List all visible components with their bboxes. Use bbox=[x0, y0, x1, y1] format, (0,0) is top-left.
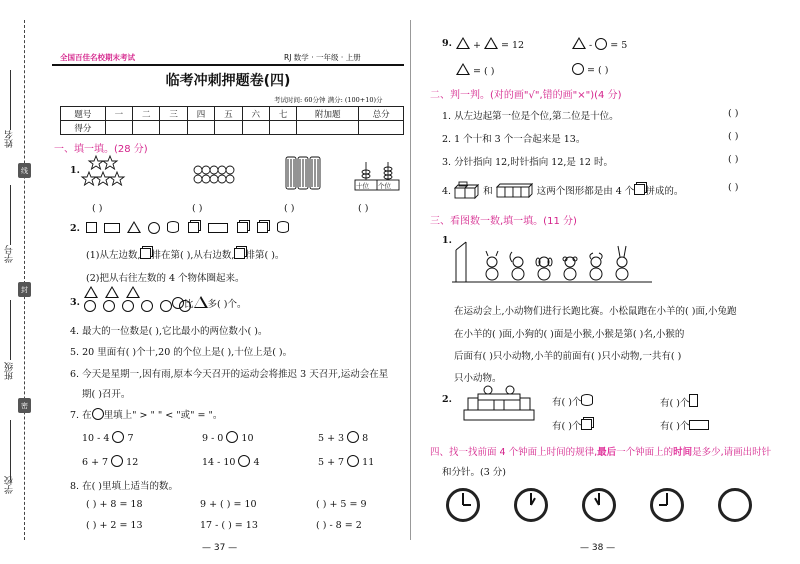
school-tag: 全国百佳名校期末考试 bbox=[60, 53, 135, 62]
binding-knot-3: 密 bbox=[18, 398, 31, 413]
q5: 5. 20 里面有( )个十,20 的个位上是( ),十位上是( )。 bbox=[70, 347, 293, 358]
p1-text-line-2: 在小羊的( )面,小狗的( )面是小猴,小猴是第( )名,小猴的 bbox=[454, 329, 685, 340]
cube-icon bbox=[140, 248, 151, 259]
q2-part-1-text-a: (1)从左边数, bbox=[86, 250, 141, 261]
score-table-header-row bbox=[61, 107, 404, 121]
triangle-icon bbox=[84, 286, 98, 298]
clock-face-4 bbox=[650, 488, 684, 522]
score-input-cell[interactable] bbox=[215, 121, 242, 135]
q1-number: 1. bbox=[70, 165, 80, 176]
compare-circle[interactable] bbox=[226, 431, 238, 443]
q8-prompt: 8. 在( )里填上适当的数。 bbox=[70, 481, 179, 492]
compare-circle[interactable] bbox=[112, 431, 124, 443]
animal-icon bbox=[536, 257, 552, 280]
triangle-icon bbox=[484, 37, 498, 49]
judge-3: 3. 分针指向 12,时针指向 12,是 12 时。 bbox=[442, 157, 613, 168]
section-4-heading-b: 一个钟面上的 bbox=[616, 447, 674, 458]
circle-icon bbox=[148, 222, 160, 234]
q9-answer-b[interactable] bbox=[572, 63, 608, 76]
binding-dashed-line bbox=[24, 20, 25, 540]
compare-circle[interactable] bbox=[347, 455, 359, 467]
row-cubes-icon bbox=[496, 182, 534, 200]
q3-question-text-b: 多( )个。 bbox=[207, 299, 247, 310]
q1-beads-icon bbox=[192, 164, 242, 186]
score-input-cell[interactable] bbox=[297, 121, 359, 135]
judge-3-answer[interactable]: ( ) bbox=[728, 154, 739, 165]
right-page bbox=[420, 0, 792, 564]
hour-hand bbox=[463, 504, 471, 506]
p2-count-2[interactable]: 有( )个 bbox=[660, 394, 698, 409]
section-4-heading-a: 四、找一找前面 4 个钟面上时间的规律, bbox=[430, 447, 598, 458]
score-input-cell[interactable] bbox=[133, 121, 160, 135]
q9-answer-a[interactable] bbox=[456, 63, 494, 77]
class-label: 班级 bbox=[5, 362, 15, 380]
q1-answer-2[interactable]: ( ) bbox=[192, 203, 203, 214]
section-3-heading: 三、看图数一数,填一填。(11 分) bbox=[430, 216, 577, 227]
section-2-heading: 二、判一判。(对的画"√",错的画"×")(4 分) bbox=[430, 90, 622, 101]
circle-icon bbox=[103, 300, 115, 312]
p1-text-line-4: 只小动物。 bbox=[454, 373, 502, 384]
score-header-cell: 二 bbox=[133, 107, 160, 121]
clock-face-3 bbox=[582, 488, 616, 522]
score-header-cell: 附加题 bbox=[297, 107, 359, 121]
q2-part-1-text-b: 排在第( ),从右边数, bbox=[151, 250, 235, 261]
compare-circle[interactable] bbox=[238, 455, 250, 467]
q3-triangles bbox=[84, 286, 140, 300]
hour-hand bbox=[659, 504, 667, 506]
cube-icon bbox=[188, 222, 199, 233]
p1-number: 1. bbox=[442, 235, 452, 246]
cylinder-icon bbox=[167, 221, 179, 233]
score-header-cell: 七 bbox=[269, 107, 296, 121]
circle-icon bbox=[141, 300, 153, 312]
q9-equation-a: + = 12 bbox=[456, 37, 524, 51]
q9-equation-b: - = 5 bbox=[572, 37, 627, 51]
section-4-heading bbox=[430, 444, 771, 458]
q7-item: 6 + 7 12 bbox=[82, 457, 139, 468]
q1-tens-label: 十位 bbox=[356, 182, 369, 190]
section-1-heading: 一、填一填。(28 分) bbox=[54, 144, 148, 155]
compare-circle[interactable] bbox=[347, 431, 359, 443]
judge-2-answer[interactable]: ( ) bbox=[728, 131, 739, 142]
clock-face-2 bbox=[514, 488, 548, 522]
circle-icon bbox=[84, 300, 96, 312]
page-divider bbox=[410, 20, 411, 540]
score-header-cell: 总分 bbox=[359, 107, 404, 121]
q4: 4. 最大的一位数是( ),它比最小的两位数小( )。 bbox=[70, 326, 268, 337]
cylinder-icon bbox=[277, 221, 289, 233]
triangle-icon bbox=[126, 286, 140, 298]
section-4-highlight-2: 时间 bbox=[673, 447, 693, 458]
exam-info: 考试时间: 60分钟 满分: (100+10)分 bbox=[274, 96, 383, 104]
judge-4-text-d: 拼成的。 bbox=[645, 186, 684, 197]
q7-item: 5 + 3 8 bbox=[318, 433, 369, 444]
judge-1: 1. 从左边起第一位是个位,第二位是十位。 bbox=[442, 111, 619, 122]
q3-number: 3. bbox=[70, 297, 80, 308]
score-input-cell[interactable] bbox=[242, 121, 269, 135]
subject-tag: RJ 数学 · 一年级 · 上册 bbox=[284, 53, 361, 62]
q2-part-1-text-c: 排第( )。 bbox=[245, 250, 285, 261]
q3-question-text-a: 比 bbox=[184, 299, 194, 310]
score-input-cell[interactable] bbox=[187, 121, 214, 135]
p1-text-line-1: 在运动会上,小动物们进行长跑比赛。小松鼠跑在小羊的( )面,小兔跑 bbox=[454, 306, 737, 317]
square-icon bbox=[86, 222, 97, 233]
student-id-label: 学号 bbox=[5, 245, 15, 263]
student-id-blank[interactable] bbox=[10, 185, 11, 245]
circle-icon bbox=[595, 38, 607, 50]
score-header-cell: 一 bbox=[105, 107, 132, 121]
judge-4-text-b: 和 bbox=[483, 186, 493, 197]
q1-answer-4[interactable]: ( ) bbox=[358, 203, 369, 214]
cylinder-icon bbox=[581, 394, 593, 406]
q7-prompt bbox=[70, 407, 222, 421]
q7-prompt-a: 7. 在 bbox=[70, 410, 92, 421]
school-blank[interactable] bbox=[10, 420, 11, 480]
score-input-cell[interactable] bbox=[269, 121, 296, 135]
triangle-icon bbox=[456, 63, 470, 75]
clock-face-1 bbox=[446, 488, 480, 522]
q9-equation-a-text: = 12 bbox=[501, 40, 525, 51]
cube-icon bbox=[237, 222, 248, 233]
compare-circle[interactable] bbox=[111, 455, 123, 467]
circle-icon bbox=[122, 300, 134, 312]
animal-icon bbox=[563, 257, 577, 280]
triangle-icon bbox=[105, 286, 119, 298]
class-blank[interactable] bbox=[10, 300, 11, 360]
p2-count-1[interactable]: 有( )个 bbox=[552, 394, 593, 408]
score-table-score-row bbox=[61, 121, 404, 135]
cuboid-icon bbox=[208, 223, 228, 233]
q7-item: 10 - 4 7 bbox=[82, 433, 134, 444]
section-4-heading-c: 是多少,请画出时针 bbox=[692, 447, 772, 458]
q1-ones-label: 个位 bbox=[378, 182, 391, 190]
page-number-left: — 37 — bbox=[202, 543, 238, 553]
triangle-icon bbox=[127, 221, 141, 233]
name-label: 姓名 bbox=[5, 130, 15, 148]
judge-2: 2. 1 个十和 3 个一合起来是 13。 bbox=[442, 134, 586, 145]
q8-item[interactable]: 17 - ( ) = 13 bbox=[200, 520, 258, 531]
q8-item[interactable]: 9 + ( ) = 10 bbox=[200, 499, 257, 510]
cube-icon bbox=[257, 222, 268, 233]
header-rule bbox=[52, 64, 404, 66]
score-header-cell: 四 bbox=[187, 107, 214, 121]
q8-item[interactable]: ( ) + 5 = 9 bbox=[316, 499, 367, 510]
triangle-icon bbox=[572, 37, 586, 49]
clock-face-answer[interactable] bbox=[718, 488, 752, 522]
score-input-cell[interactable] bbox=[160, 121, 187, 135]
score-label-cell: 得分 bbox=[61, 121, 106, 135]
cube-icon bbox=[581, 419, 592, 430]
circle-icon bbox=[172, 297, 184, 309]
judge-4-text-c: 这两个图形都是由 4 个 bbox=[536, 186, 635, 197]
q6-line-1: 6. 今天是星期一,因有雨,原本今天召开的运动会将推迟 3 天召开,运动会在星 bbox=[70, 369, 389, 380]
judge-4-text-a: 4. bbox=[442, 186, 452, 197]
q7-item: 9 - 0 10 bbox=[202, 433, 254, 444]
page-number-right: — 38 — bbox=[580, 543, 616, 553]
binding-knot-2: 封 bbox=[18, 282, 31, 297]
rectangle-icon bbox=[104, 223, 120, 233]
triangle-icon bbox=[194, 296, 208, 308]
q9-number: 9. bbox=[442, 38, 452, 49]
q7-prompt-b: 里填上" > " " < "或" = "。 bbox=[103, 410, 223, 421]
p2-count-4[interactable]: 有( )个 bbox=[660, 418, 709, 432]
q9-answer-a-text: = ( ) bbox=[473, 66, 495, 77]
q2-shapes-row bbox=[86, 221, 289, 235]
block-tower-illustration bbox=[462, 384, 536, 424]
circle-icon bbox=[160, 300, 172, 312]
binding-knot-1: 线 bbox=[18, 163, 31, 178]
animal-icon bbox=[616, 246, 628, 280]
cube-icon bbox=[634, 184, 645, 195]
score-header-cell: 三 bbox=[160, 107, 187, 121]
section-4-heading-line-2: 和分针。(3 分) bbox=[442, 467, 506, 478]
q1-stars-icon bbox=[84, 154, 134, 190]
score-input-cell[interactable] bbox=[105, 121, 132, 135]
q8-item[interactable]: ( ) - 8 = 2 bbox=[316, 520, 362, 531]
q7-item: 5 + 7 11 bbox=[318, 457, 375, 468]
q3-question bbox=[172, 296, 246, 310]
triangle-icon bbox=[456, 37, 470, 49]
q1-sticks-icon bbox=[284, 155, 324, 191]
animal-icon bbox=[510, 252, 524, 280]
cuboid-icon bbox=[689, 420, 709, 430]
p2-number: 2. bbox=[442, 394, 452, 405]
score-header-cell: 六 bbox=[242, 107, 269, 121]
judge-4 bbox=[442, 182, 683, 200]
animal-icon bbox=[486, 251, 498, 280]
score-input-cell[interactable] bbox=[359, 121, 404, 135]
animal-icon bbox=[590, 253, 602, 280]
page-title: 临考冲刺押题卷(四) bbox=[165, 73, 291, 89]
q7-item: 14 - 10 4 bbox=[202, 457, 260, 468]
animal-race-illustration bbox=[452, 232, 662, 284]
p2-count-3[interactable]: 有( )个 bbox=[552, 418, 592, 432]
q8-item[interactable]: ( ) + 2 = 13 bbox=[86, 520, 143, 531]
score-header-cell: 五 bbox=[215, 107, 242, 121]
binding-strip bbox=[0, 0, 46, 564]
q1-answer-3[interactable]: ( ) bbox=[284, 203, 295, 214]
name-blank[interactable] bbox=[10, 70, 11, 130]
q8-item[interactable]: ( ) + 8 = 18 bbox=[86, 499, 143, 510]
q1-answer-1[interactable]: ( ) bbox=[92, 203, 103, 214]
q2-number: 2. bbox=[70, 223, 80, 234]
q6-line-2: 期( )召开。 bbox=[82, 389, 131, 400]
score-table bbox=[60, 106, 404, 135]
circle-icon bbox=[572, 63, 584, 75]
judge-4-answer[interactable]: ( ) bbox=[728, 182, 739, 193]
left-page bbox=[52, 0, 404, 564]
judge-1-answer[interactable]: ( ) bbox=[728, 108, 739, 119]
p1-text-line-3: 后面有( )只小动物,小羊的前面有( )只小动物,一共有( ) bbox=[454, 351, 682, 362]
cube-icon bbox=[234, 248, 245, 259]
stacked-cubes-icon bbox=[454, 182, 480, 200]
q9-answer-b-text: = ( ) bbox=[587, 65, 609, 76]
section-4-highlight-1: 最后 bbox=[597, 447, 617, 458]
q2-part-2: (2)把从右往左数的 4 个物体圈起来。 bbox=[86, 273, 245, 284]
circle-icon bbox=[92, 408, 104, 420]
score-header-cell: 题号 bbox=[61, 107, 106, 121]
q2-part-1 bbox=[86, 247, 284, 261]
rectangle-icon bbox=[689, 394, 698, 407]
q9-equation-b-text: = 5 bbox=[610, 40, 628, 51]
school-label: 学校 bbox=[5, 476, 15, 494]
